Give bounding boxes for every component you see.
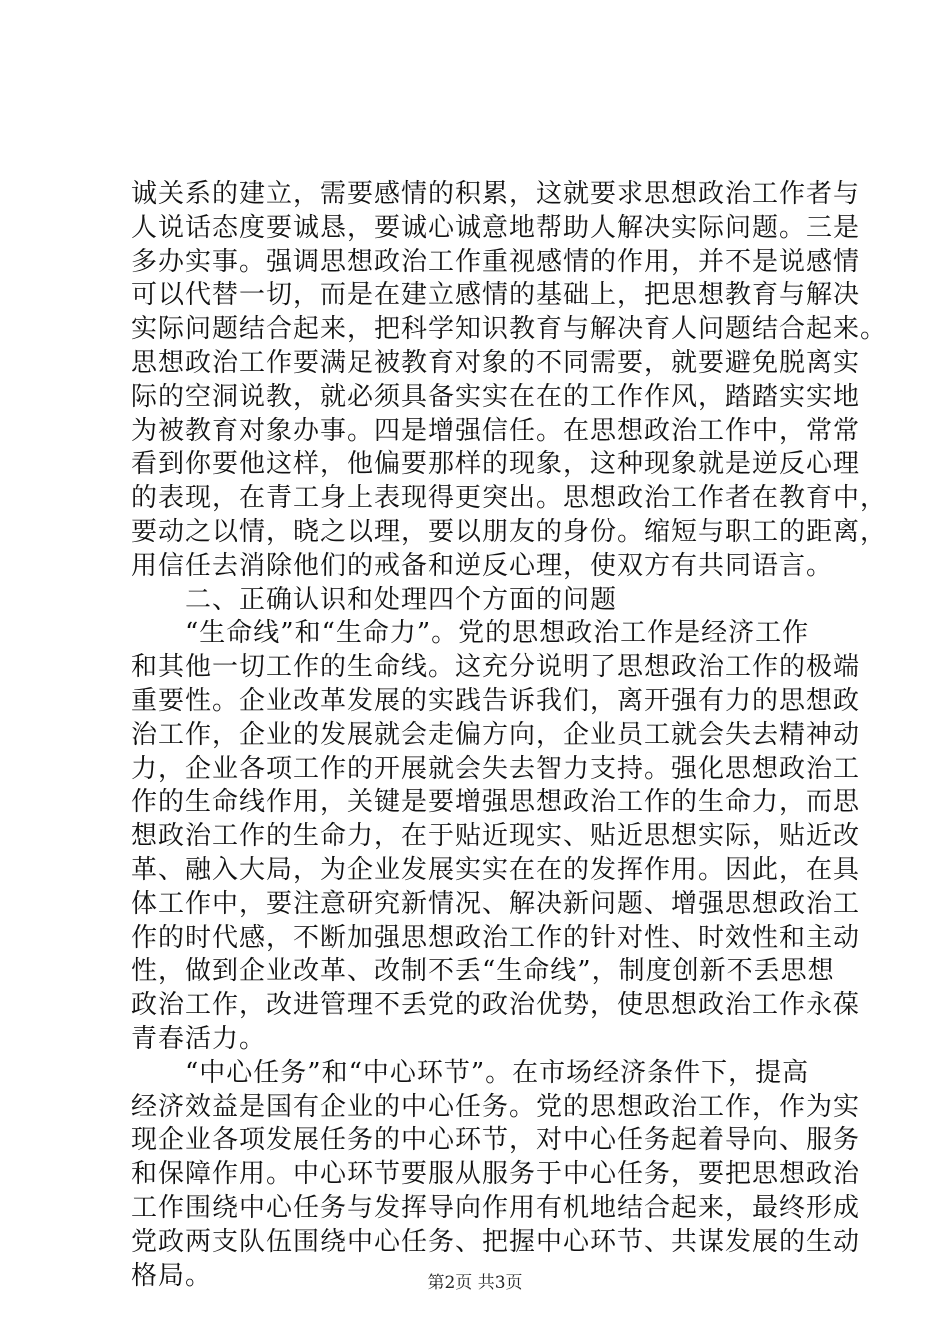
text-line: 为被教育对象办事。四是增强信任。在思想政治工作中，常常 — [131, 415, 861, 446]
text-line: “生命线”和“生命力”。党的思想政治工作是经济工作 — [131, 618, 810, 649]
text-line: 经济效益是国有企业的中心任务。党的思想政治工作，作为实 — [131, 1091, 861, 1122]
text-line: 政治工作，改进管理不丢党的政治优势，使思想政治工作永葆 — [131, 990, 861, 1021]
text-line: 的表现，在青工身上表现得更突出。思想政治工作者在教育中， — [131, 483, 888, 514]
section-heading: 二、正确认识和处理四个方面的问题 — [131, 584, 618, 615]
text-line: 和其他一切工作的生命线。这充分说明了思想政治工作的极端 — [131, 652, 861, 683]
text-line: 格局。 — [131, 1260, 213, 1291]
text-line: 性，做到企业改革、改制不丢“生命线”，制度创新不丢思想 — [131, 956, 835, 987]
text-line: 体工作中，要注意研究新情况、解决新问题、增强思想政治工 — [131, 888, 861, 919]
text-line: 要动之以情，晓之以理，要以朋友的身份。缩短与职工的距离， — [131, 516, 888, 547]
text-line: 革、融入大局，为企业发展实实在在的发挥作用。因此，在具 — [131, 854, 861, 885]
text-line: 可以代替一切，而是在建立感情的基础上，把思想教育与解决 — [131, 280, 861, 311]
text-line: 际的空洞说教，就必须具备实实在在的工作作风，踏踏实实地 — [131, 381, 861, 412]
page-number-footer: 第2页 共3页 — [427, 1273, 523, 1293]
text-line: 想政治工作的生命力，在于贴近现实、贴近思想实际，贴近改 — [131, 821, 861, 852]
document-body — [131, 178, 888, 1293]
text-line: 现企业各项发展任务的中心环节，对中心任务起着导向、服务 — [131, 1125, 861, 1156]
text-line: 青春活力。 — [131, 1023, 267, 1054]
text-line: 实际问题结合起来，把科学知识教育与解决育人问题结合起来。 — [131, 314, 888, 345]
text-line: 力，企业各项工作的开展就会失去智力支持。强化思想政治工 — [131, 753, 861, 784]
text-line: 多办实事。强调思想政治工作重视感情的作用，并不是说感情 — [131, 246, 861, 277]
text-line: 党政两支队伍围绕中心任务、把握中心环节、共谋发展的生动 — [131, 1226, 861, 1257]
text-line: 重要性。企业改革发展的实践告诉我们，离开强有力的思想政 — [131, 685, 861, 716]
text-line: 用信任去消除他们的戒备和逆反心理，使双方有共同语言。 — [131, 550, 834, 581]
text-line: 人说话态度要诚恳，要诚心诚意地帮助人解决实际问题。三是 — [131, 212, 861, 243]
text-line: 工作围绕中心任务与发挥导向作用有机地结合起来，最终形成 — [131, 1192, 861, 1223]
text-line: “中心任务”和“中心环节”。在市场经济条件下，提高 — [131, 1057, 810, 1088]
text-line: 看到你要他这样，他偏要那样的现象，这种现象就是逆反心理 — [131, 449, 861, 480]
text-line: 作的时代感，不断加强思想政治工作的针对性、时效性和主动 — [131, 922, 861, 953]
text-line: 和保障作用。中心环节要服从服务于中心任务，要把思想政治 — [131, 1159, 861, 1190]
text-line: 作的生命线作用，关键是要增强思想政治工作的生命力，而思 — [131, 787, 861, 818]
text-line: 思想政治工作要满足被教育对象的不同需要，就要避免脱离实 — [131, 347, 861, 378]
text-line: 诚关系的建立，需要感情的积累，这就要求思想政治工作者与 — [131, 179, 861, 209]
text-line: 治工作，企业的发展就会走偏方向，企业员工就会失去精神动 — [131, 719, 861, 750]
